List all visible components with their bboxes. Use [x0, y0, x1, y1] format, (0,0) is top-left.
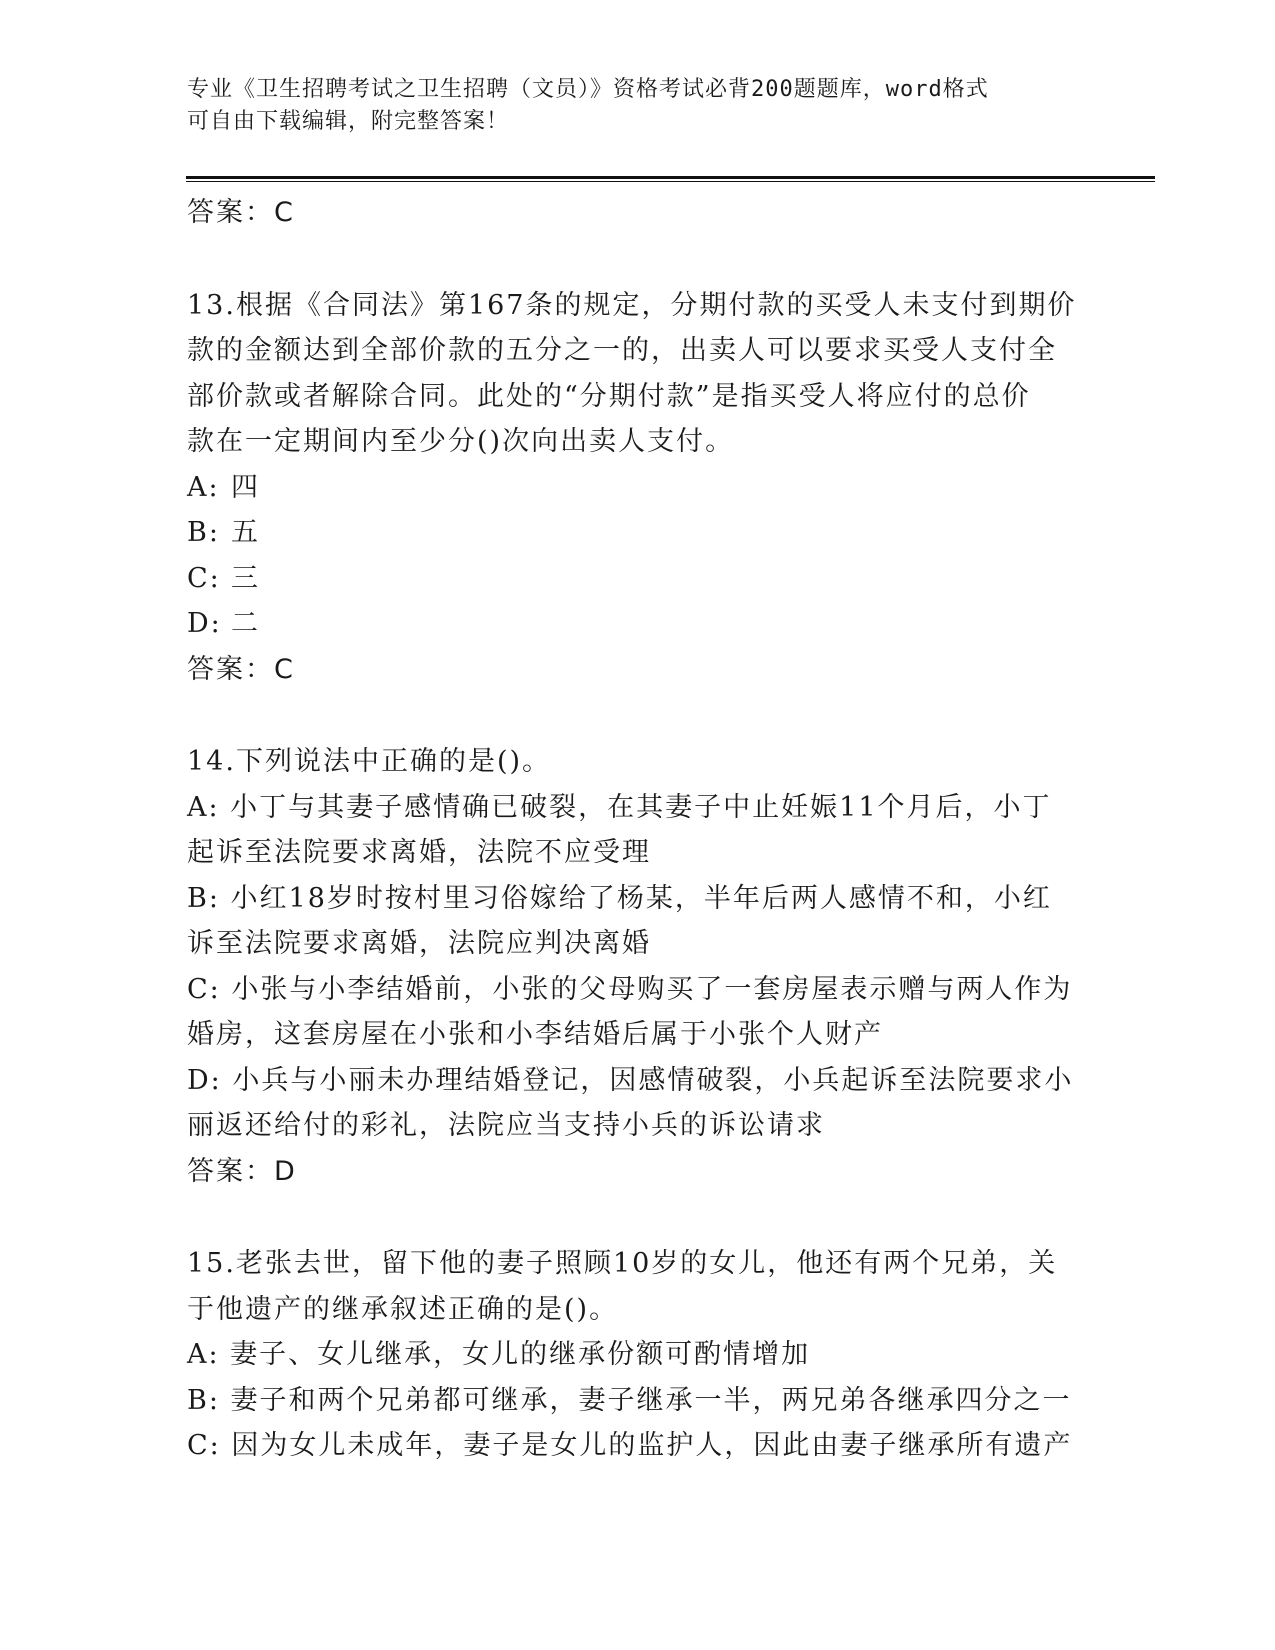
option-text: 四 [231, 471, 260, 503]
previous-answer: 答案：C [187, 197, 295, 228]
option-label: B: [187, 517, 220, 548]
question-stem-line: 15.老张去世，留下他的妻子照顾10岁的女儿，他还有两个兄弟，关 [187, 1248, 1058, 1279]
option-line: A: 小丁与其妻子感情确已破裂，在其妻子中止妊娠11个月后，小丁 [187, 791, 1052, 823]
option-line: 起诉至法院要求离婚，法院不应受理 [187, 837, 651, 868]
option-line: 丽返还给付的彩礼，法院应当支持小兵的诉讼请求 [187, 1110, 825, 1141]
header-divider-thin [186, 181, 1155, 182]
spacer [187, 1194, 1067, 1241]
question-stem-line: 14.下列说法中正确的是()。 [187, 746, 552, 777]
option-text: 五 [231, 517, 260, 548]
question-15 [187, 1241, 1073, 1469]
option-line: B: 小红18岁时按村里习俗嫁给了杨某，半年后两人感情不和，小红 [187, 882, 1052, 914]
option-line: A: 妻子、女儿继承，女儿的继承份额可酌情增加 [187, 1339, 811, 1370]
question-13 [187, 283, 1077, 693]
option-line: 婚房，这套房屋在小张和小李结婚后属于小张个人财产 [187, 1019, 883, 1050]
option-d [187, 601, 1067, 647]
option-b [187, 510, 1067, 556]
option-line: 诉至法院要求离婚，法院应判决离婚 [187, 928, 651, 959]
option-line: C: 因为女儿未成年，妻子是女儿的监护人，因此由妻子继承所有遗产 [187, 1430, 1073, 1461]
question-stem-line: 款的金额达到全部价款的五分之一的，出卖人可以要求买受人支付全 [187, 335, 1057, 366]
option-text: 三 [231, 562, 260, 594]
question-stem-line: 13.根据《合同法》第167条的规定，分期付款的买受人未支付到期价 [187, 289, 1077, 321]
option-line: D: 小兵与小丽未办理结婚登记，因感情破裂，小兵起诉至法院要求小 [187, 1064, 1074, 1096]
option-c [187, 556, 1067, 602]
option-line: C: 小张与小李结婚前，小张的父母购买了一套房屋表示赠与两人作为 [187, 973, 1073, 1005]
question-content [187, 190, 1077, 1469]
option-label: D: [187, 608, 222, 639]
header-title-line-1: 专业《卫生招聘考试之卫生招聘（文员）》资格考试必背200题题库，word格式 [187, 77, 989, 102]
answer-label: 答案：C [187, 653, 295, 685]
header-title-line-2: 可自由下载编辑，附完整答案！ [187, 109, 510, 134]
option-label: C: [187, 562, 221, 594]
question-stem-line: 于他遗产的继承叙述正确的是()。 [187, 1293, 619, 1325]
header-divider-thick [186, 176, 1155, 179]
answer-label: 答案：D [187, 1155, 297, 1187]
question-stem-line: 部价款或者解除合同。此处的“分期付款”是指买受人将应付的总价 [187, 380, 1031, 412]
option-label: A: [187, 471, 220, 503]
question-stem-line: 款在一定期间内至少分()次向出卖人支付。 [187, 426, 735, 457]
option-a [187, 465, 1067, 511]
spacer [187, 236, 1067, 283]
option-line: B: 妻子和两个兄弟都可继承，妻子继承一半，两兄弟各继承四分之一 [187, 1384, 1072, 1416]
spacer [187, 692, 1067, 739]
document-header [187, 74, 1067, 138]
option-text: 二 [231, 608, 260, 639]
question-14 [187, 739, 1074, 1194]
